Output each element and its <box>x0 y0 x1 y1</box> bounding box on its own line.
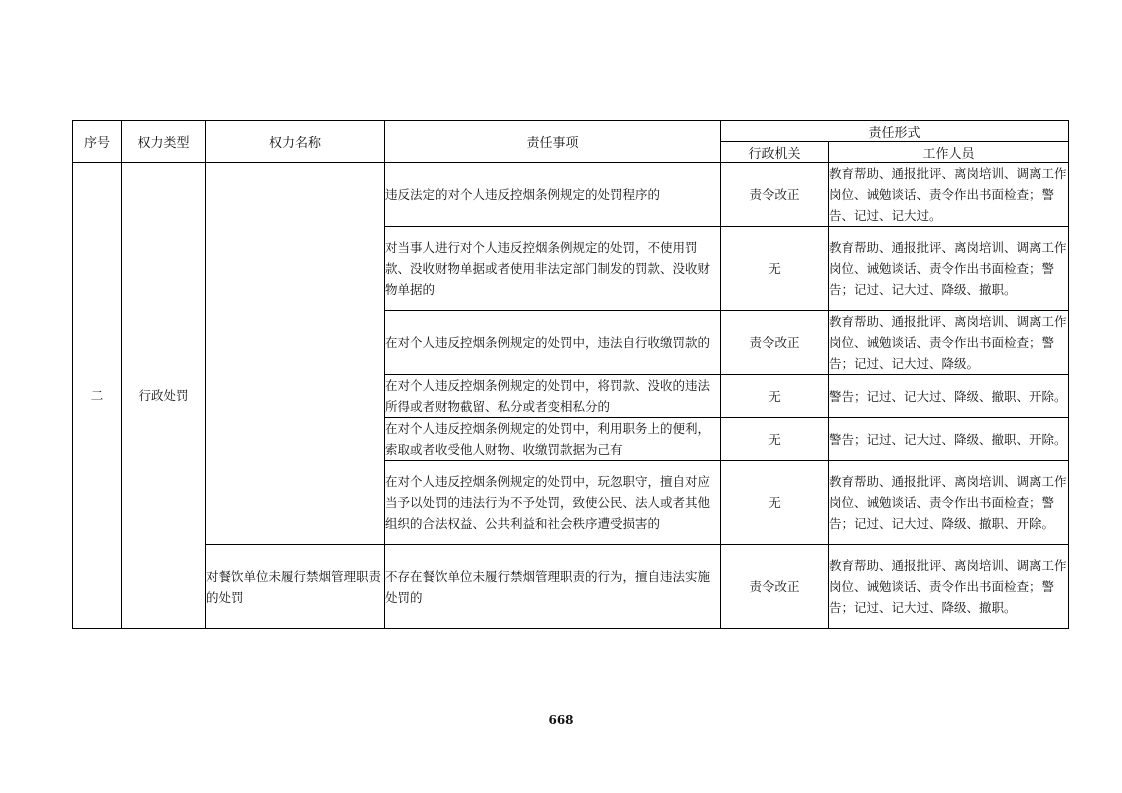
matter-cell: 对当事人进行对个人违反控烟条例规定的处罚，不使用罚款、没收财物单据或者使用非法定部门制发的罚款、没收财物单据的 <box>385 227 721 311</box>
table-row <box>73 545 1069 629</box>
power-name-cell: 对餐饮单位未履行禁烟管理职责的处罚 <box>206 545 385 629</box>
page-number: 668 <box>548 713 574 727</box>
matter-cell: 不存在餐饮单位未履行禁烟管理职责的行为，擅自违法实施处罚的 <box>385 545 721 629</box>
matter-cell: 在对个人违反控烟条例规定的处罚中，违法自行收缴罚款的 <box>385 311 721 375</box>
staff-cell: 警告；记过、记大过、降级、撤职、开除。 <box>829 375 1069 418</box>
agency-cell: 无 <box>721 227 829 311</box>
seq-cell: 二 <box>73 163 122 629</box>
staff-cell: 教育帮助、通报批评、离岗培训、调离工作岗位、诫勉谈话、责令作出书面检查；警告；记过、记大过、降级、撤职。 <box>829 227 1069 311</box>
header-form: 责任形式 <box>721 121 1069 142</box>
agency-cell: 无 <box>721 418 829 461</box>
staff-cell: 教育帮助、通报批评、离岗培训、调离工作岗位、诫勉谈话、责令作出书面检查；警告；记过、记大过、降级。 <box>829 311 1069 375</box>
matter-cell: 在对个人违反控烟条例规定的处罚中，玩忽职守，擅自对应当予以处罚的违法行为不予处罚，致使公民、法人或者其他组织的合法权益、公共利益和社会秩序遭受损害的 <box>385 461 721 545</box>
header-matters: 责任事项 <box>385 121 721 163</box>
responsibility-table <box>72 120 1069 629</box>
staff-cell: 警告；记过、记大过、降级、撤职、开除。 <box>829 418 1069 461</box>
header-power-name: 权力名称 <box>206 121 385 163</box>
agency-cell: 无 <box>721 375 829 418</box>
power-type-cell: 行政处罚 <box>122 163 206 629</box>
header-power-type: 权力类型 <box>122 121 206 163</box>
agency-cell: 无 <box>721 461 829 545</box>
agency-cell: 责令改正 <box>721 545 829 629</box>
agency-cell: 责令改正 <box>721 311 829 375</box>
power-name-empty-cell <box>206 163 385 545</box>
header-staff: 工作人员 <box>829 142 1069 163</box>
table-row <box>73 163 1069 227</box>
staff-cell: 教育帮助、通报批评、离岗培训、调离工作岗位、诫勉谈话、责令作出书面检查；警告、记过、记大过。 <box>829 163 1069 227</box>
header-agency: 行政机关 <box>721 142 829 163</box>
header-seq: 序号 <box>73 121 122 163</box>
matter-cell: 违反法定的对个人违反控烟条例规定的处罚程序的 <box>385 163 721 227</box>
matter-cell: 在对个人违反控烟条例规定的处罚中，将罚款、没收的违法所得或者财物截留、私分或者变相私分的 <box>385 375 721 418</box>
matter-cell: 在对个人违反控烟条例规定的处罚中，利用职务上的便利，索取或者收受他人财物、收缴罚款据为己有 <box>385 418 721 461</box>
staff-cell: 教育帮助、通报批评、离岗培训、调离工作岗位、诫勉谈话、责令作出书面检查；警告；记过、记大过、降级、撤职、开除。 <box>829 461 1069 545</box>
staff-cell: 教育帮助、通报批评、离岗培训、调离工作岗位、诫勉谈话、责令作出书面检查；警告；记过、记大过、降级、撤职。 <box>829 545 1069 629</box>
agency-cell: 责令改正 <box>721 163 829 227</box>
